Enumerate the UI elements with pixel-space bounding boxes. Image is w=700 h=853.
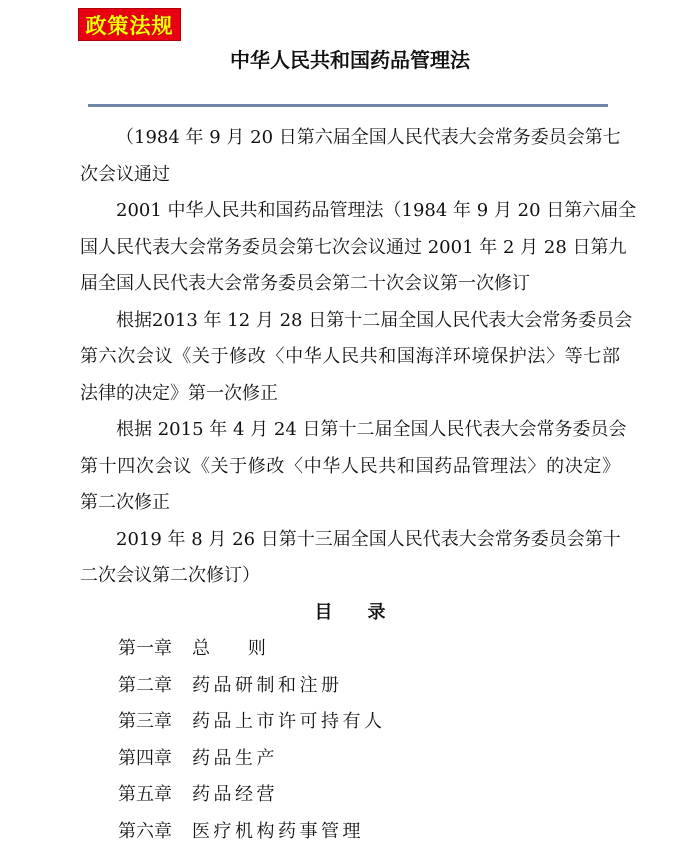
chapter-title: 医疗机构药事管理 (192, 820, 364, 842)
paragraph-line: 根据 2015 年 4 月 24 日第十二届全国人民代表大会常务委员会 (116, 419, 627, 440)
chapter-number: 第一章 (118, 638, 172, 659)
toc-item (80, 741, 620, 778)
toc-item (80, 777, 620, 814)
preamble-paragraph (80, 193, 637, 303)
paragraph-line: 第六次会议《关于修改〈中华人民共和国海洋环境保护法〉等七部 (80, 346, 620, 367)
chapter-title: 药品研制和注册 (192, 674, 343, 696)
document-title: 中华人民共和国药品管理法 (230, 48, 470, 72)
title-divider (88, 104, 608, 107)
paragraph-line: 2001 中华人民共和国药品管理法（1984 年 9 月 20 日第六届全 (116, 200, 637, 221)
paragraph-line: 二次会议第二次修订） (80, 565, 260, 586)
toc-heading: 目 录 (314, 601, 386, 623)
toc-item (80, 814, 620, 851)
preamble-paragraph (80, 412, 627, 522)
preamble-paragraph (80, 120, 620, 193)
paragraph-line: 法律的决定》第一次修正 (80, 382, 278, 404)
chapter-number: 第四章 (118, 747, 172, 769)
chapter-title: 药品经营 (192, 784, 278, 805)
table-of-contents (80, 631, 620, 850)
chapter-title: 药品生产 (192, 747, 278, 769)
paragraph-line: 国人民代表大会常务委员会第七次会议通过 2001 年 2 月 28 日第九 (80, 236, 627, 258)
paragraph-line: 第二次修正 (80, 492, 170, 513)
chapter-number: 第三章 (118, 711, 172, 732)
chapter-number: 第二章 (118, 674, 172, 696)
preamble-paragraph (80, 522, 620, 595)
document-body (80, 120, 637, 850)
chapter-number: 第五章 (118, 784, 172, 805)
chapter-title: 药品上市许可持有人 (192, 711, 386, 732)
preamble-paragraph (80, 303, 633, 413)
toc-item (80, 704, 620, 741)
toc-item (80, 631, 620, 668)
paragraph-line: 2019 年 8 月 26 日第十三届全国人民代表大会常务委员会第十 (116, 528, 621, 550)
paragraph-line: 根据2013 年 12 月 28 日第十二届全国人民代表大会常务委员会 (116, 309, 633, 331)
toc-item (80, 668, 620, 705)
paragraph-line: （1984 年 9 月 20 日第六届全国人民代表大会常务委员会第七 (116, 127, 621, 148)
category-badge: 政策法规 (78, 8, 181, 41)
chapter-number: 第六章 (118, 820, 172, 842)
paragraph-line: 届全国人民代表大会常务委员会第二十次会议第一次修订 (80, 273, 530, 294)
paragraph-line: 第十四次会议《关于修改〈中华人民共和国药品管理法〉的决定》 (80, 455, 620, 477)
paragraph-line: 次会议通过 (80, 163, 170, 185)
chapter-title: 总 则 (192, 638, 270, 659)
